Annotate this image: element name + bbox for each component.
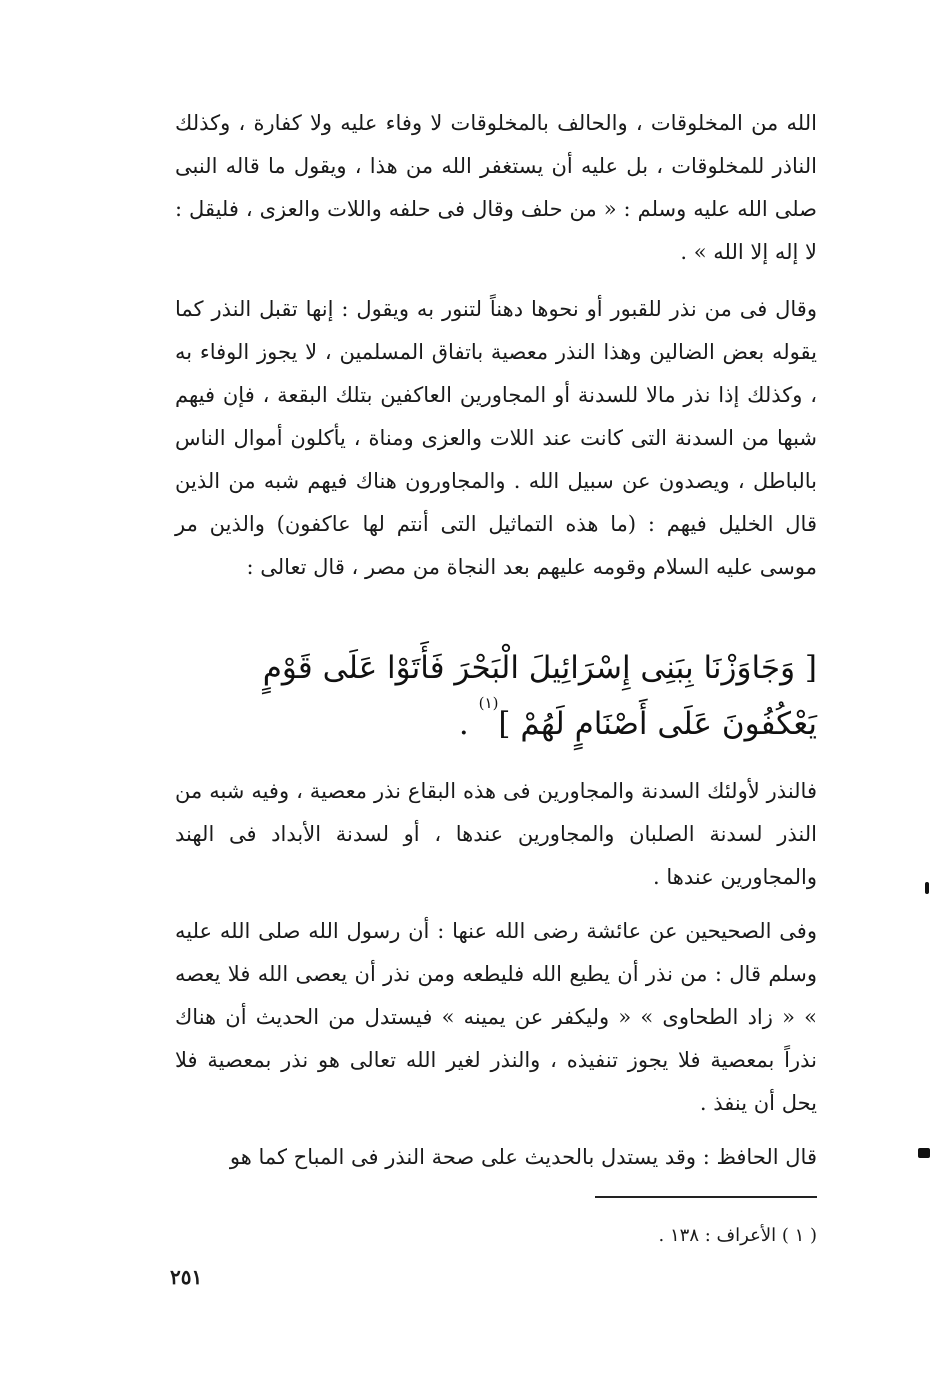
- paragraph-2: وقال فى من نذر للقبور أو نحوها دهناً لتنور به ويقول : إنها تقبل النذر كما يقوله بعض الضالين وهذا النذر معصية باتفاق المسلمين ، لا يجوز الوفاء به ، وكذلك إذا نذر مالا للسدنة أو المجاورين العاكفين بتلك البقعة ، فإن فيهم شبها من السدنة التى كانت عند اللات والعزى ومناة ، يأكلون أموال الناس بالباطل ، ويصدون عن سبيل الله . والمجاورون هناك فيهم شبه من الذين قال الخليل فيهم : (ما هذه التماثيل التى أنتم لها عاكفون) والذين مر موسى عليه السلام وقومه عليهم بعد النجاة من مصر ، قال تعالى :: [175, 297, 817, 579]
- paragraph-1: الله من المخلوقات ، والحالف بالمخلوقات لا وفاء عليه ولا كفارة ، وكذلك الناذر للمخلوقات ، بل عليه أن يستغفر الله من هذا ، ويقول ما قاله النبى صلى الله عليه وسلم : « من حلف وقال فى حلفه واللات والعزى ، فليقل : لا إله إلا الله » .: [175, 111, 817, 264]
- quran-verse: [175, 640, 817, 752]
- verse-trailing-punct: .: [458, 706, 469, 742]
- scan-edge-mark: [918, 1148, 930, 1158]
- scan-edge-mark: [925, 882, 929, 894]
- paragraph-5: قال الحافظ : وقد يستدل بالحديث على صحة النذر فى المباح كما هو: [229, 1145, 817, 1169]
- paragraph-4: وفى الصحيحين عن عائشة رضى الله عنها : أن رسول الله صلى الله عليه وسلم قال : من نذر أن يطيع الله فليطعه ومن نذر أن يعصى الله فلا يعصه » « زاد الطحاوى » « وليكفر عن يمينه » فيستدل من الحديث أن هناك نذراً بمعصية فلا يجوز تنفيذه ، والنذر لغير الله تعالى هو نذر بمعصية فلا يحل أن ينفذ .: [175, 919, 817, 1115]
- footnote: ( ١ ) الأعراف : ١٣٨ .: [658, 1225, 817, 1246]
- page-number: ٢٥١: [170, 1265, 203, 1289]
- footnote-divider: [595, 1196, 817, 1198]
- verse-text: [ وَجَاوَزْنَا بِبَنِى إِسْرَائِيلَ الْبَحْرَ فَأَتَوْا عَلَى قَوْمٍ يَعْكُفُونَ عَلَى أَصْنَامٍ لَهُمْ ]: [262, 650, 817, 742]
- paragraph-3: فالنذر لأولئك السدنة والمجاورين فى هذه البقاع نذر معصية ، وفيه شبه من النذر لسدنة الصلبان والمجاورين عندها ، أو لسدنة الأبداد فى الهند والمجاورين عندها .: [175, 779, 817, 889]
- verse-footnote-marker: (١): [478, 694, 499, 712]
